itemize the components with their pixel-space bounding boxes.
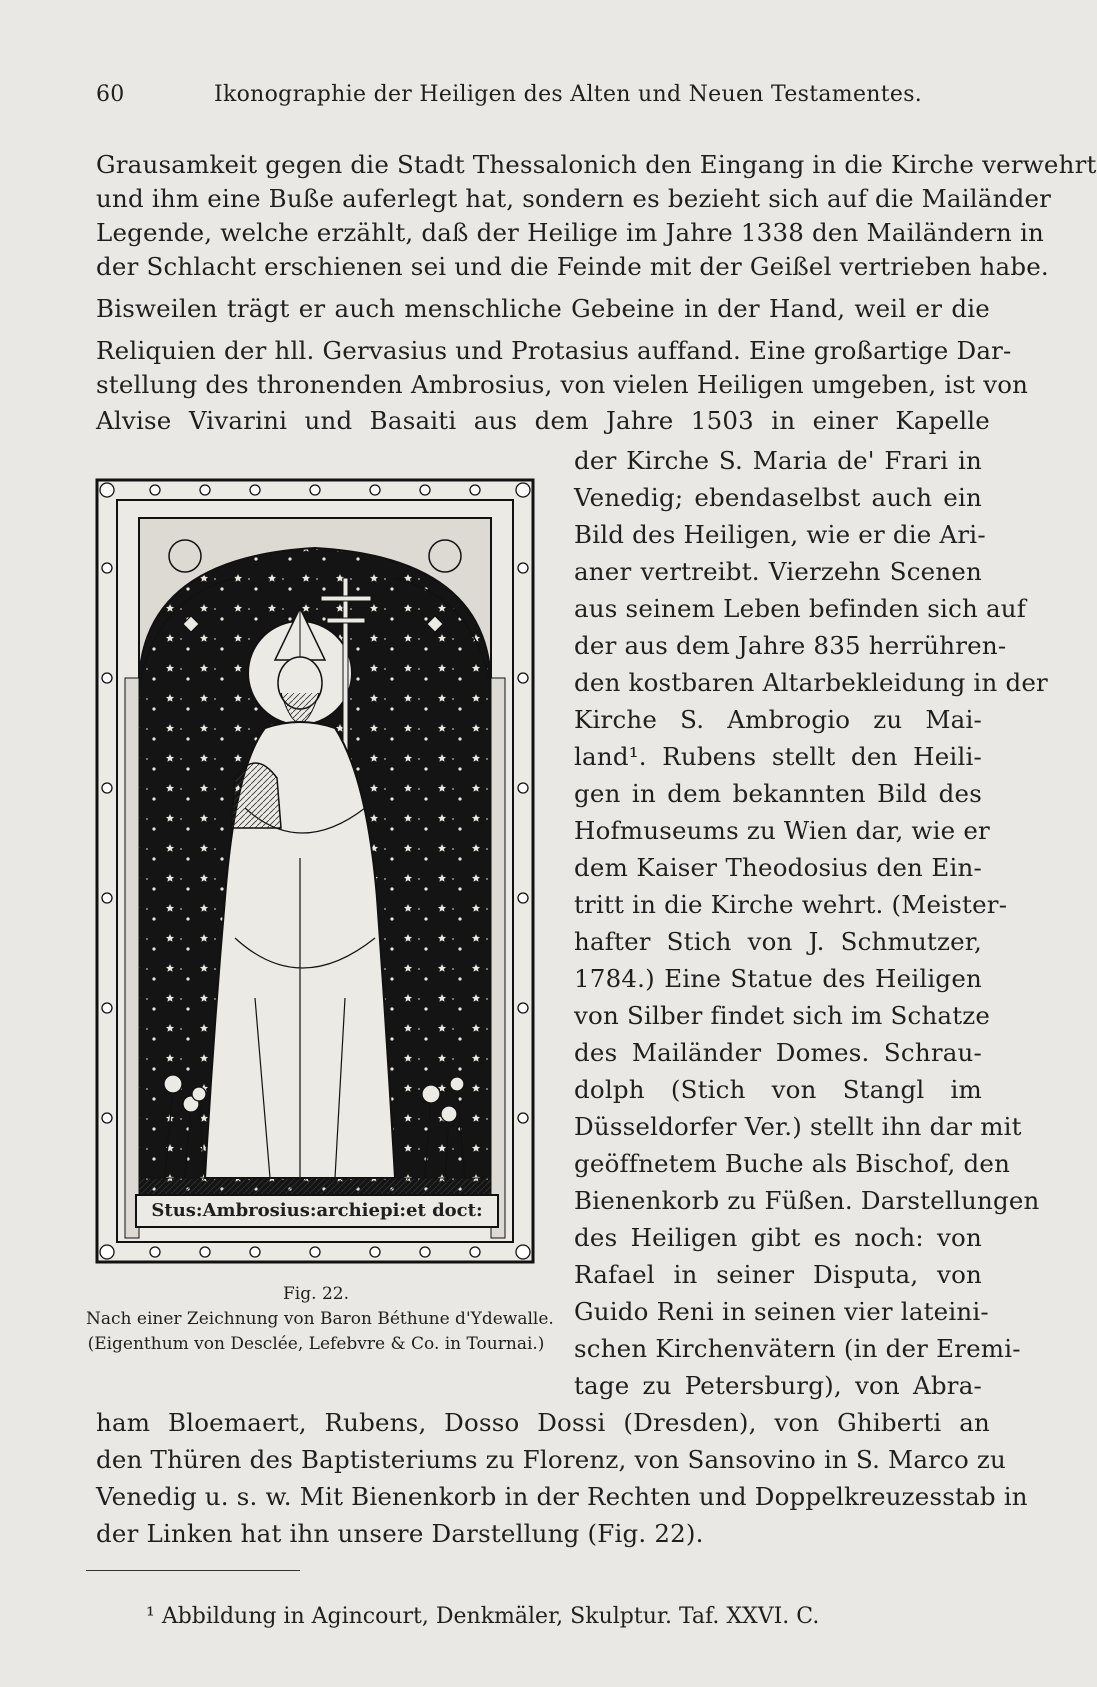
figure-caption-line: (Eigenthum von Desclée, Lefebvre & Co. in Tournai.) (87, 1334, 545, 1354)
page-number: 60 (96, 82, 125, 107)
figure-caption-line: Nach einer Zeichnung von Baron Béthune d'Ydewalle. (86, 1309, 554, 1329)
text-line: der Linken hat ihn unsere Darstellung (Fig. 22). (96, 1519, 704, 1548)
text-line: aner vertreibt. Vierzehn Scenen (574, 557, 982, 586)
text-line: gen in dem bekannten Bild des (574, 779, 982, 808)
text-line: des Mailänder Domes. Schrau- (574, 1038, 982, 1067)
text-line: der Kirche S. Maria de' Frari in (574, 446, 982, 475)
text-line: tage zu Petersburg), von Abra- (574, 1371, 982, 1400)
figure-banner-label: Stus:Ambrosius:archiepi:et doct: (135, 1194, 499, 1228)
text-line: tritt in die Kirche wehrt. (Meister- (574, 890, 1008, 919)
text-line: Guido Reni in seinen vier lateini- (574, 1297, 989, 1326)
text-line: Grausamkeit gegen die Stadt Thessalonich den Eingang in die Kirche verwehrt (96, 150, 1097, 179)
text-line: von Silber findet sich im Schatze (574, 1001, 991, 1030)
text-line: ham Bloemaert, Rubens, Dosso Dossi (Dresden), von Ghiberti an (96, 1408, 990, 1437)
text-line: geöffnetem Buche als Bischof, den (574, 1149, 1011, 1178)
text-line: dem Kaiser Theodosius den Ein- (574, 853, 982, 882)
footnote-rule (86, 1570, 300, 1571)
text-line: dolph (Stich von Stangl im (574, 1075, 982, 1104)
running-title: Ikonographie der Heiligen des Alten und Neuen Testamentes. (214, 82, 923, 107)
saint-ambrose-illustration (95, 478, 535, 1264)
text-line: aus seinem Leben befinden sich auf (574, 594, 1027, 623)
text-line: Bisweilen trägt er auch menschliche Gebeine in der Hand, weil er die (96, 294, 990, 323)
text-line: Bienenkorb zu Füßen. Darstellungen (574, 1186, 1040, 1215)
text-line: Rafael in seiner Disputa, von (574, 1260, 982, 1289)
text-line: 1784.) Eine Statue des Heiligen (574, 964, 982, 993)
text-line: der aus dem Jahre 835 herrühren- (574, 631, 1007, 660)
text-line: Düsseldorfer Ver.) stellt ihn dar mit (574, 1112, 1022, 1141)
text-line: des Heiligen gibt es noch: von (574, 1223, 982, 1252)
running-header (96, 82, 923, 107)
text-line: Reliquien der hll. Gervasius und Protasius auffand. Eine großartige Dar- (96, 336, 1012, 365)
figure-engraving (95, 478, 535, 1264)
text-line: Bild des Heiligen, wie er die Ari- (574, 520, 986, 549)
text-line: Kirche S. Ambrogio zu Mai- (574, 705, 982, 734)
text-line: hafter Stich von J. Schmutzer, (574, 927, 982, 956)
text-line: schen Kirchenvätern (in der Eremi- (574, 1334, 1021, 1363)
text-line: Venedig; ebendaselbst auch ein (574, 483, 982, 512)
text-line: den Thüren des Baptisteriums zu Florenz, von Sansovino in S. Marco zu (96, 1445, 1006, 1474)
text-line: Legende, welche erzählt, daß der Heilige im Jahre 1338 den Mailändern in (96, 218, 1044, 247)
text-line: den kostbaren Altarbekleidung in der (574, 668, 1048, 697)
text-line: Alvise Vivarini und Basaiti aus dem Jahre 1503 in einer Kapelle (96, 406, 990, 435)
footnote: ¹ Abbildung in Agincourt, Denkmäler, Skulptur. Taf. XXVI. C. (146, 1604, 820, 1629)
text-line: stellung des thronenden Ambrosius, von vielen Heiligen umgeben, ist von (96, 370, 1029, 399)
text-line: der Schlacht erschienen sei und die Feinde mit der Geißel vertrieben habe. (96, 252, 1049, 281)
text-line: land¹. Rubens stellt den Heili- (574, 742, 982, 771)
text-line: und ihm eine Buße auferlegt hat, sondern es bezieht sich auf die Mailänder (96, 184, 1052, 213)
text-line: Venedig u. s. w. Mit Bienenkorb in der Rechten und Doppelkreuzesstab in (96, 1482, 1028, 1511)
figure-caption-title: Fig. 22. (283, 1284, 349, 1304)
text-line: Hofmuseums zu Wien dar, wie er (574, 816, 990, 845)
